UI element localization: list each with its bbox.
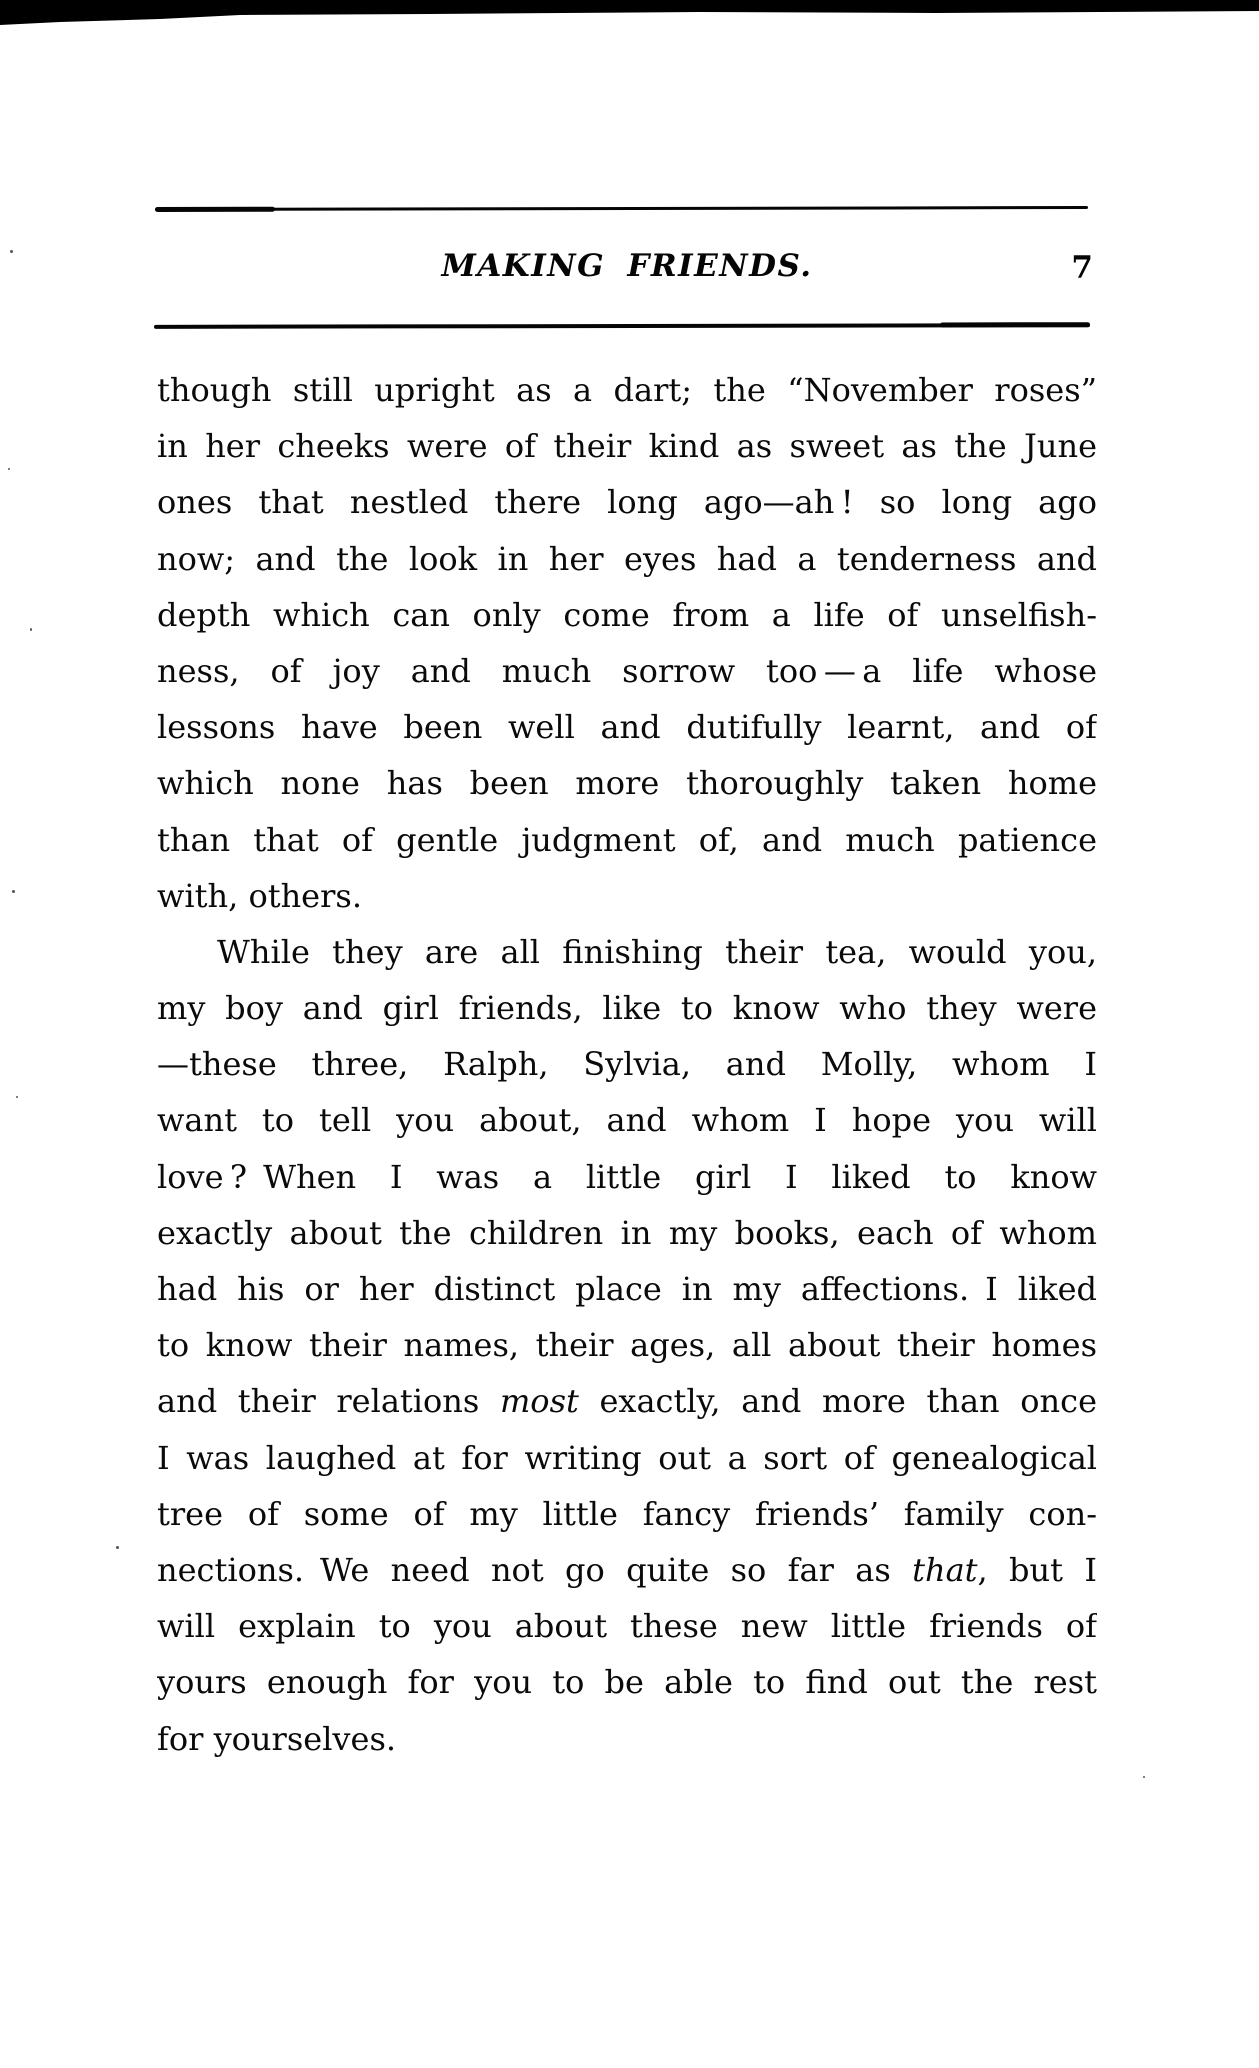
- text-line: though still upright as a dart; the “November roses”: [157, 371, 1097, 409]
- text-line: want to tell you about, and whom I hope you will: [157, 1101, 1097, 1140]
- running-head: [157, 248, 1097, 292]
- scan-speck: [8, 468, 10, 470]
- page-title: MAKING FRIENDS.: [441, 248, 813, 284]
- text-line: lessons have been well and dutifully learnt, and of: [157, 708, 1097, 747]
- scan-speck: [16, 1096, 18, 1098]
- text-line: than that of gentle judgment of, and much patience: [157, 820, 1097, 859]
- text-line: will explain to you about these new little friends of: [157, 1607, 1097, 1646]
- text-line: ones that nestled there long ago—ah ! so long ago: [157, 483, 1097, 522]
- text-line: for yourselves.: [157, 1719, 397, 1758]
- text-line: to know their names, their ages, all about their homes: [157, 1326, 1097, 1365]
- scan-speck: [116, 1546, 119, 1549]
- text-line: I was laughed at for writing out a sort of genealogical: [157, 1438, 1097, 1477]
- text-line: depth which can only come from a life of unselfish-: [157, 595, 1097, 634]
- text-line: with, others.: [157, 876, 362, 915]
- text-line: and their relations most exactly, and more than once: [157, 1382, 1097, 1421]
- scan-speck: [12, 890, 15, 893]
- scan-speck: [30, 628, 32, 631]
- body-text: [157, 362, 1097, 1767]
- scan-speck: [10, 250, 13, 253]
- text-line: which none has been more thoroughly taken home: [157, 764, 1097, 803]
- header-rule-top: [155, 206, 1088, 211]
- text-line: ness, of joy and much sorrow too — a life whose: [157, 651, 1097, 690]
- text-line: yours enough for you to be able to find out the rest: [157, 1663, 1097, 1702]
- scan-speck: [1143, 1776, 1145, 1778]
- text-line: While they are all finishing their tea, would you,: [217, 932, 1097, 971]
- text-line: in her cheeks were of their kind as sweet as the June: [157, 427, 1097, 466]
- header-rule-bottom: [154, 323, 1090, 328]
- text-line: now; and the look in her eyes had a tenderness and: [157, 539, 1097, 578]
- text-line: my boy and girl friends, like to know who they were: [157, 989, 1097, 1028]
- scan-artifact-top-bar: [0, 0, 1259, 26]
- text-line: —these three, Ralph, Sylvia, and Molly, whom I: [157, 1045, 1097, 1084]
- text-line: tree of some of my little fancy friends’ family con-: [157, 1494, 1097, 1533]
- text-line: had his or her distinct place in my affections. I liked: [157, 1270, 1097, 1308]
- page-number: 7: [1071, 250, 1093, 286]
- text-line: nections. We need not go quite so far as that, but I: [157, 1550, 1097, 1589]
- text-line: exactly about the children in my books, each of whom: [157, 1213, 1097, 1252]
- text-line: love ? When I was a little girl I liked to know: [157, 1157, 1097, 1196]
